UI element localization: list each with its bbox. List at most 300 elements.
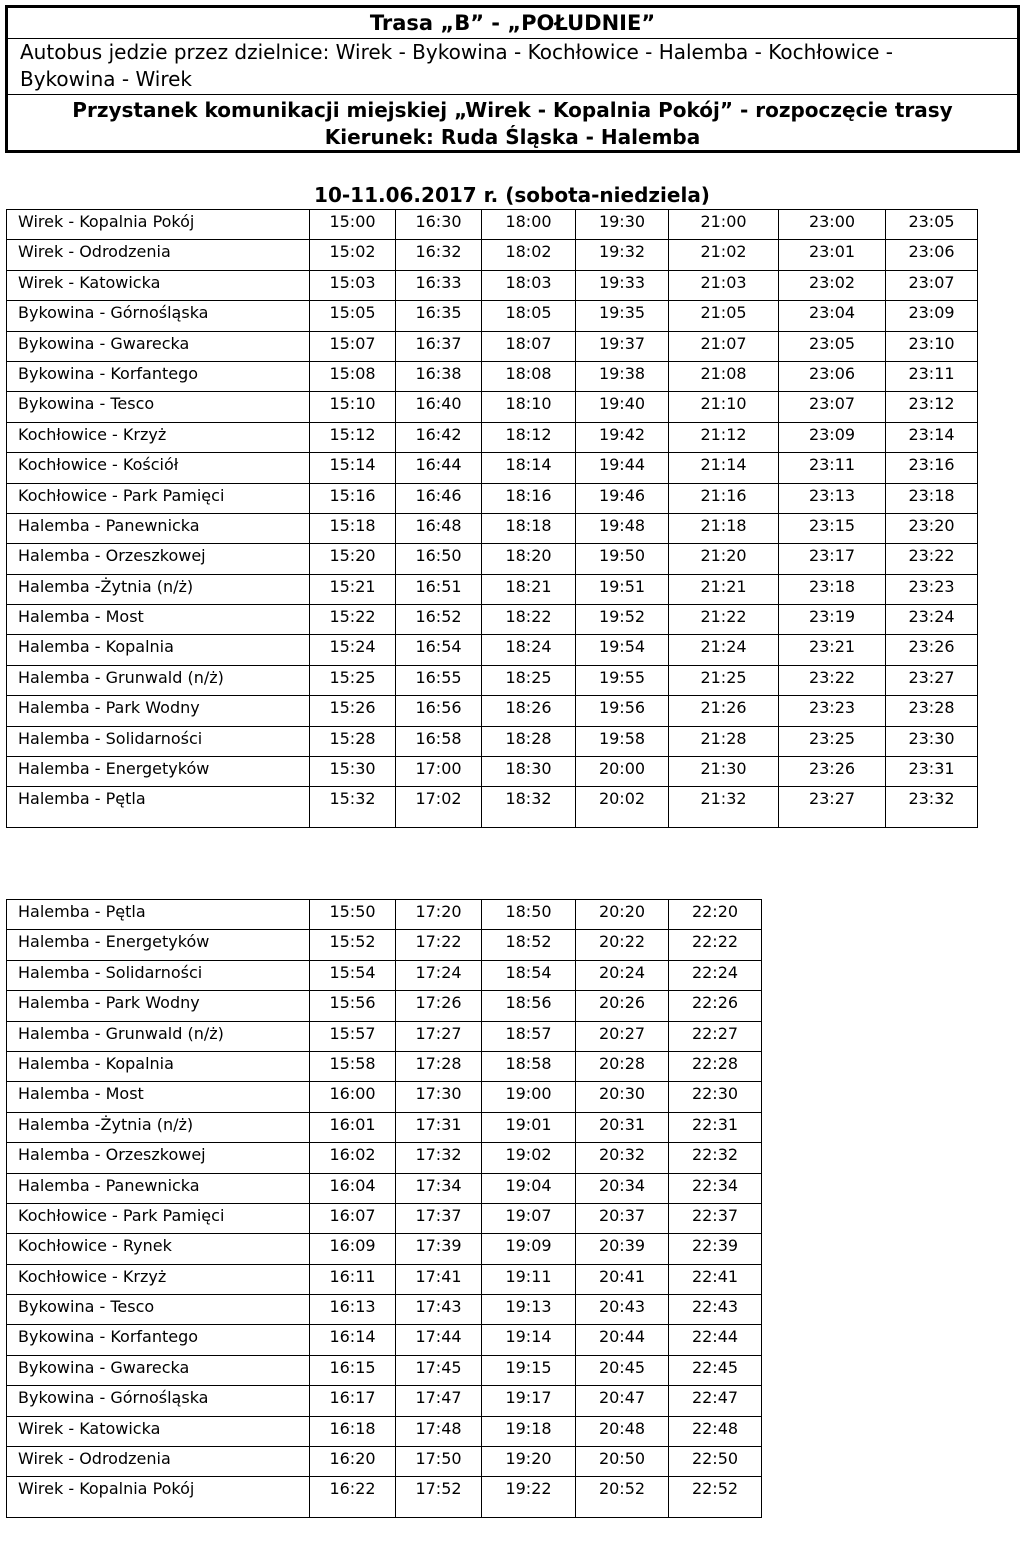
departure-time-cell: 22:44 bbox=[669, 1325, 762, 1355]
table-row bbox=[7, 930, 762, 960]
departure-time-cell: 20:27 bbox=[576, 1021, 669, 1051]
table-row bbox=[7, 331, 978, 361]
departure-time-cell: 17:45 bbox=[396, 1355, 482, 1385]
departure-time-cell: 19:33 bbox=[576, 270, 669, 300]
departure-time-cell: 15:22 bbox=[310, 605, 396, 635]
departure-time-cell: 22:24 bbox=[669, 960, 762, 990]
departure-time-cell: 23:06 bbox=[886, 240, 978, 270]
table-row bbox=[7, 605, 978, 635]
departure-time-cell: 18:32 bbox=[482, 787, 576, 828]
departure-time-cell: 19:20 bbox=[482, 1447, 576, 1477]
departure-time-cell: 20:44 bbox=[576, 1325, 669, 1355]
departure-time-cell: 22:32 bbox=[669, 1143, 762, 1173]
departure-time-cell: 19:15 bbox=[482, 1355, 576, 1385]
departure-time-cell: 21:32 bbox=[669, 787, 779, 828]
departure-time-cell: 17:32 bbox=[396, 1143, 482, 1173]
departure-time-cell: 16:42 bbox=[396, 422, 482, 452]
stop-name-cell: Bykowina - Korfantego bbox=[7, 1325, 310, 1355]
route-direction: Kierunek: Ruda Śląska - Halemba bbox=[324, 125, 701, 149]
table-row bbox=[7, 513, 978, 543]
departure-time-cell: 22:45 bbox=[669, 1355, 762, 1385]
departure-time-cell: 19:56 bbox=[576, 696, 669, 726]
departure-time-cell: 15:52 bbox=[310, 930, 396, 960]
departure-time-cell: 20:48 bbox=[576, 1416, 669, 1446]
departure-time-cell: 19:50 bbox=[576, 544, 669, 574]
departure-time-cell: 23:18 bbox=[779, 574, 886, 604]
departure-time-cell: 23:27 bbox=[886, 665, 978, 695]
departure-time-cell: 16:32 bbox=[396, 240, 482, 270]
departure-time-cell: 18:28 bbox=[482, 726, 576, 756]
departure-time-cell: 18:30 bbox=[482, 757, 576, 787]
departure-time-cell: 22:48 bbox=[669, 1416, 762, 1446]
departure-time-cell: 23:12 bbox=[886, 392, 978, 422]
departure-time-cell: 19:51 bbox=[576, 574, 669, 604]
departure-time-cell: 18:12 bbox=[482, 422, 576, 452]
route-title: Trasa „B” - „POŁUDNIE” bbox=[8, 8, 1017, 39]
stop-name-cell: Halemba - Energetyków bbox=[7, 757, 310, 787]
departure-time-cell: 23:18 bbox=[886, 483, 978, 513]
departure-time-cell: 17:37 bbox=[396, 1203, 482, 1233]
departure-time-cell: 16:22 bbox=[310, 1477, 396, 1518]
departure-time-cell: 23:23 bbox=[886, 574, 978, 604]
departure-time-cell: 16:56 bbox=[396, 696, 482, 726]
stop-name-cell: Halemba - Park Wodny bbox=[7, 696, 310, 726]
departure-time-cell: 21:08 bbox=[669, 361, 779, 391]
departure-time-cell: 22:39 bbox=[669, 1234, 762, 1264]
departure-time-cell: 19:30 bbox=[576, 210, 669, 240]
departure-time-cell: 22:52 bbox=[669, 1477, 762, 1518]
departure-time-cell: 20:22 bbox=[576, 930, 669, 960]
departure-time-cell: 20:00 bbox=[576, 757, 669, 787]
stop-name-cell: Halemba - Orzeszkowej bbox=[7, 1143, 310, 1173]
departure-time-cell: 18:57 bbox=[482, 1021, 576, 1051]
departure-time-cell: 16:35 bbox=[396, 301, 482, 331]
departure-time-cell: 20:20 bbox=[576, 900, 669, 930]
departure-time-cell: 16:13 bbox=[310, 1295, 396, 1325]
departure-time-cell: 21:10 bbox=[669, 392, 779, 422]
departure-time-cell: 16:51 bbox=[396, 574, 482, 604]
departure-time-cell: 16:00 bbox=[310, 1082, 396, 1112]
departure-time-cell: 21:05 bbox=[669, 301, 779, 331]
timetable-return-body bbox=[7, 900, 762, 1518]
departure-time-cell: 23:04 bbox=[779, 301, 886, 331]
table-row bbox=[7, 1203, 762, 1233]
departure-time-cell: 21:30 bbox=[669, 757, 779, 787]
table-row bbox=[7, 1295, 762, 1325]
departure-time-cell: 16:17 bbox=[310, 1386, 396, 1416]
departure-time-cell: 15:25 bbox=[310, 665, 396, 695]
stop-name-cell: Bykowina - Korfantego bbox=[7, 361, 310, 391]
departure-time-cell: 16:46 bbox=[396, 483, 482, 513]
table-row bbox=[7, 1416, 762, 1446]
table-row bbox=[7, 1112, 762, 1142]
departure-time-cell: 22:43 bbox=[669, 1295, 762, 1325]
departure-time-cell: 19:14 bbox=[482, 1325, 576, 1355]
departure-time-cell: 16:07 bbox=[310, 1203, 396, 1233]
departure-time-cell: 17:22 bbox=[396, 930, 482, 960]
table-row bbox=[7, 422, 978, 452]
departure-time-cell: 23:00 bbox=[779, 210, 886, 240]
stop-name-cell: Wirek - Katowicka bbox=[7, 270, 310, 300]
departure-time-cell: 23:31 bbox=[886, 757, 978, 787]
timetable-return bbox=[6, 899, 762, 1518]
stop-name-cell: Wirek - Katowicka bbox=[7, 1416, 310, 1446]
departure-time-cell: 23:32 bbox=[886, 787, 978, 828]
departure-time-cell: 19:22 bbox=[482, 1477, 576, 1518]
table-row bbox=[7, 757, 978, 787]
departure-time-cell: 23:30 bbox=[886, 726, 978, 756]
departure-time-cell: 17:31 bbox=[396, 1112, 482, 1142]
departure-time-cell: 15:05 bbox=[310, 301, 396, 331]
departure-time-cell: 15:30 bbox=[310, 757, 396, 787]
departure-time-cell: 15:57 bbox=[310, 1021, 396, 1051]
departure-time-cell: 19:04 bbox=[482, 1173, 576, 1203]
stop-name-cell: Wirek - Odrodzenia bbox=[7, 1447, 310, 1477]
departure-time-cell: 16:44 bbox=[396, 453, 482, 483]
table-row bbox=[7, 1264, 762, 1294]
stop-name-cell: Kochłowice - Rynek bbox=[7, 1234, 310, 1264]
stop-name-cell: Halemba - Energetyków bbox=[7, 930, 310, 960]
departure-time-cell: 23:26 bbox=[779, 757, 886, 787]
departure-time-cell: 20:47 bbox=[576, 1386, 669, 1416]
departure-time-cell: 18:10 bbox=[482, 392, 576, 422]
departure-time-cell: 21:22 bbox=[669, 605, 779, 635]
stop-name-cell: Halemba - Grunwald (n/ż) bbox=[7, 1021, 310, 1051]
departure-time-cell: 18:50 bbox=[482, 900, 576, 930]
departure-time-cell: 22:34 bbox=[669, 1173, 762, 1203]
stop-name-cell: Kochłowice - Park Pamięci bbox=[7, 1203, 310, 1233]
departure-time-cell: 19:32 bbox=[576, 240, 669, 270]
stop-name-cell: Halemba -Żytnia (n/ż) bbox=[7, 574, 310, 604]
stop-name-cell: Bykowina - Górnośląska bbox=[7, 301, 310, 331]
departure-time-cell: 21:03 bbox=[669, 270, 779, 300]
departure-time-cell: 23:16 bbox=[886, 453, 978, 483]
departure-time-cell: 15:28 bbox=[310, 726, 396, 756]
departure-time-cell: 18:03 bbox=[482, 270, 576, 300]
departure-time-cell: 19:18 bbox=[482, 1416, 576, 1446]
departure-time-cell: 23:13 bbox=[779, 483, 886, 513]
departure-time-cell: 15:02 bbox=[310, 240, 396, 270]
departure-time-cell: 18:16 bbox=[482, 483, 576, 513]
departure-time-cell: 23:19 bbox=[779, 605, 886, 635]
departure-time-cell: 20:02 bbox=[576, 787, 669, 828]
departure-time-cell: 19:46 bbox=[576, 483, 669, 513]
departure-time-cell: 16:54 bbox=[396, 635, 482, 665]
table-row bbox=[7, 1051, 762, 1081]
departure-time-cell: 16:48 bbox=[396, 513, 482, 543]
departure-time-cell: 15:50 bbox=[310, 900, 396, 930]
stop-name-cell: Halemba - Most bbox=[7, 1082, 310, 1112]
timetable-outbound bbox=[6, 209, 978, 828]
departure-time-cell: 21:18 bbox=[669, 513, 779, 543]
stop-name-cell: Wirek - Odrodzenia bbox=[7, 240, 310, 270]
departure-time-cell: 23:09 bbox=[886, 301, 978, 331]
departure-time-cell: 22:47 bbox=[669, 1386, 762, 1416]
departure-time-cell: 18:05 bbox=[482, 301, 576, 331]
departure-time-cell: 17:00 bbox=[396, 757, 482, 787]
departure-time-cell: 15:20 bbox=[310, 544, 396, 574]
departure-time-cell: 23:02 bbox=[779, 270, 886, 300]
stop-name-cell: Wirek - Kopalnia Pokój bbox=[7, 210, 310, 240]
departure-time-cell: 16:33 bbox=[396, 270, 482, 300]
departure-time-cell: 19:00 bbox=[482, 1082, 576, 1112]
departure-time-cell: 16:15 bbox=[310, 1355, 396, 1385]
departure-time-cell: 15:32 bbox=[310, 787, 396, 828]
table-row bbox=[7, 544, 978, 574]
departure-time-cell: 21:12 bbox=[669, 422, 779, 452]
table-row bbox=[7, 1355, 762, 1385]
departure-time-cell: 23:26 bbox=[886, 635, 978, 665]
departure-time-cell: 16:30 bbox=[396, 210, 482, 240]
table-row bbox=[7, 787, 978, 828]
departure-time-cell: 19:37 bbox=[576, 331, 669, 361]
departure-time-cell: 17:47 bbox=[396, 1386, 482, 1416]
stop-name-cell: Bykowina - Tesco bbox=[7, 392, 310, 422]
departure-time-cell: 17:26 bbox=[396, 991, 482, 1021]
table-row bbox=[7, 270, 978, 300]
stop-name-cell: Kochłowice - Park Pamięci bbox=[7, 483, 310, 513]
departure-time-cell: 20:34 bbox=[576, 1173, 669, 1203]
table-row bbox=[7, 635, 978, 665]
stop-name-cell: Halemba - Panewnicka bbox=[7, 513, 310, 543]
table-row bbox=[7, 1234, 762, 1264]
departure-time-cell: 15:54 bbox=[310, 960, 396, 990]
stop-name-cell: Halemba - Orzeszkowej bbox=[7, 544, 310, 574]
departure-time-cell: 21:07 bbox=[669, 331, 779, 361]
departure-time-cell: 19:01 bbox=[482, 1112, 576, 1142]
departure-time-cell: 18:08 bbox=[482, 361, 576, 391]
departure-time-cell: 18:14 bbox=[482, 453, 576, 483]
departure-time-cell: 22:22 bbox=[669, 930, 762, 960]
stop-name-cell: Halemba - Pętla bbox=[7, 787, 310, 828]
departure-time-cell: 18:21 bbox=[482, 574, 576, 604]
departure-time-cell: 18:54 bbox=[482, 960, 576, 990]
departure-time-cell: 23:10 bbox=[886, 331, 978, 361]
departure-time-cell: 16:58 bbox=[396, 726, 482, 756]
table-row bbox=[7, 1447, 762, 1477]
departure-time-cell: 16:09 bbox=[310, 1234, 396, 1264]
departure-time-cell: 18:20 bbox=[482, 544, 576, 574]
stop-name-cell: Halemba - Solidarności bbox=[7, 726, 310, 756]
departure-time-cell: 15:58 bbox=[310, 1051, 396, 1081]
departure-time-cell: 19:42 bbox=[576, 422, 669, 452]
departure-time-cell: 20:45 bbox=[576, 1355, 669, 1385]
departure-time-cell: 16:14 bbox=[310, 1325, 396, 1355]
route-districts-line-2: Bykowina - Wirek bbox=[20, 67, 193, 91]
table-row bbox=[7, 301, 978, 331]
departure-time-cell: 18:24 bbox=[482, 635, 576, 665]
stop-name-cell: Kochłowice - Krzyż bbox=[7, 422, 310, 452]
departure-time-cell: 16:40 bbox=[396, 392, 482, 422]
departure-time-cell: 17:43 bbox=[396, 1295, 482, 1325]
departure-time-cell: 17:41 bbox=[396, 1264, 482, 1294]
departure-time-cell: 18:22 bbox=[482, 605, 576, 635]
departure-time-cell: 16:20 bbox=[310, 1447, 396, 1477]
stop-name-cell: Halemba -Żytnia (n/ż) bbox=[7, 1112, 310, 1142]
departure-time-cell: 22:28 bbox=[669, 1051, 762, 1081]
table-row bbox=[7, 392, 978, 422]
table-row bbox=[7, 1386, 762, 1416]
departure-time-cell: 20:31 bbox=[576, 1112, 669, 1142]
departure-time-cell: 20:24 bbox=[576, 960, 669, 990]
departure-time-cell: 23:07 bbox=[886, 270, 978, 300]
departure-time-cell: 19:02 bbox=[482, 1143, 576, 1173]
departure-time-cell: 22:27 bbox=[669, 1021, 762, 1051]
departure-time-cell: 19:52 bbox=[576, 605, 669, 635]
departure-time-cell: 21:00 bbox=[669, 210, 779, 240]
departure-time-cell: 23:11 bbox=[886, 361, 978, 391]
departure-time-cell: 20:39 bbox=[576, 1234, 669, 1264]
departure-time-cell: 23:06 bbox=[779, 361, 886, 391]
departure-time-cell: 23:23 bbox=[779, 696, 886, 726]
departure-time-cell: 23:01 bbox=[779, 240, 886, 270]
departure-time-cell: 16:01 bbox=[310, 1112, 396, 1142]
departure-time-cell: 19:17 bbox=[482, 1386, 576, 1416]
departure-time-cell: 23:05 bbox=[886, 210, 978, 240]
stop-name-cell: Bykowina - Gwarecka bbox=[7, 1355, 310, 1385]
departure-time-cell: 16:37 bbox=[396, 331, 482, 361]
departure-time-cell: 16:18 bbox=[310, 1416, 396, 1446]
stop-name-cell: Kochłowice - Krzyż bbox=[7, 1264, 310, 1294]
departure-time-cell: 17:48 bbox=[396, 1416, 482, 1446]
table-row bbox=[7, 361, 978, 391]
departure-time-cell: 15:03 bbox=[310, 270, 396, 300]
departure-time-cell: 17:20 bbox=[396, 900, 482, 930]
table-row bbox=[7, 1173, 762, 1203]
departure-time-cell: 19:35 bbox=[576, 301, 669, 331]
departure-time-cell: 17:30 bbox=[396, 1082, 482, 1112]
departure-time-cell: 18:02 bbox=[482, 240, 576, 270]
departure-time-cell: 15:10 bbox=[310, 392, 396, 422]
table-row bbox=[7, 1325, 762, 1355]
stop-name-cell: Bykowina - Górnośląska bbox=[7, 1386, 310, 1416]
stop-name-cell: Bykowina - Gwarecka bbox=[7, 331, 310, 361]
departure-time-cell: 23:24 bbox=[886, 605, 978, 635]
departure-time-cell: 18:56 bbox=[482, 991, 576, 1021]
departure-time-cell: 19:11 bbox=[482, 1264, 576, 1294]
departure-time-cell: 18:18 bbox=[482, 513, 576, 543]
departure-time-cell: 23:22 bbox=[886, 544, 978, 574]
timetable-outbound-body bbox=[7, 210, 978, 828]
departure-time-cell: 20:32 bbox=[576, 1143, 669, 1173]
departure-time-cell: 15:21 bbox=[310, 574, 396, 604]
table-row bbox=[7, 1477, 762, 1518]
departure-time-cell: 15:12 bbox=[310, 422, 396, 452]
departure-time-cell: 19:48 bbox=[576, 513, 669, 543]
stop-name-cell: Halemba - Kopalnia bbox=[7, 1051, 310, 1081]
departure-time-cell: 21:24 bbox=[669, 635, 779, 665]
departure-time-cell: 17:50 bbox=[396, 1447, 482, 1477]
departure-time-cell: 20:50 bbox=[576, 1447, 669, 1477]
departure-time-cell: 19:09 bbox=[482, 1234, 576, 1264]
departure-time-cell: 23:22 bbox=[779, 665, 886, 695]
table-row bbox=[7, 240, 978, 270]
table-row bbox=[7, 210, 978, 240]
stop-name-cell: Kochłowice - Kościół bbox=[7, 453, 310, 483]
departure-time-cell: 15:56 bbox=[310, 991, 396, 1021]
departure-time-cell: 17:44 bbox=[396, 1325, 482, 1355]
departure-time-cell: 20:28 bbox=[576, 1051, 669, 1081]
departure-time-cell: 15:14 bbox=[310, 453, 396, 483]
departure-time-cell: 19:13 bbox=[482, 1295, 576, 1325]
departure-time-cell: 20:43 bbox=[576, 1295, 669, 1325]
stop-name-cell: Halemba - Solidarności bbox=[7, 960, 310, 990]
departure-time-cell: 16:55 bbox=[396, 665, 482, 695]
departure-time-cell: 19:38 bbox=[576, 361, 669, 391]
table-row bbox=[7, 991, 762, 1021]
stop-name-cell: Halemba - Pętla bbox=[7, 900, 310, 930]
departure-time-cell: 19:44 bbox=[576, 453, 669, 483]
departure-time-cell: 21:26 bbox=[669, 696, 779, 726]
table-row bbox=[7, 453, 978, 483]
departure-time-cell: 22:41 bbox=[669, 1264, 762, 1294]
departure-time-cell: 16:50 bbox=[396, 544, 482, 574]
departure-time-cell: 17:02 bbox=[396, 787, 482, 828]
departure-time-cell: 23:25 bbox=[779, 726, 886, 756]
departure-time-cell: 22:30 bbox=[669, 1082, 762, 1112]
departure-time-cell: 19:54 bbox=[576, 635, 669, 665]
departure-time-cell: 17:27 bbox=[396, 1021, 482, 1051]
departure-time-cell: 17:34 bbox=[396, 1173, 482, 1203]
departure-time-cell: 20:41 bbox=[576, 1264, 669, 1294]
stop-name-cell: Wirek - Kopalnia Pokój bbox=[7, 1477, 310, 1518]
stop-name-cell: Bykowina - Tesco bbox=[7, 1295, 310, 1325]
route-start-stop-line-1: Przystanek komunikacji miejskiej „Wirek - Kopalnia Pokój” - rozpoczęcie trasy bbox=[72, 98, 953, 122]
table-row bbox=[7, 483, 978, 513]
departure-time-cell: 21:14 bbox=[669, 453, 779, 483]
departure-time-cell: 16:04 bbox=[310, 1173, 396, 1203]
departure-time-cell: 15:18 bbox=[310, 513, 396, 543]
table-row bbox=[7, 726, 978, 756]
departure-time-cell: 23:14 bbox=[886, 422, 978, 452]
departure-time-cell: 23:09 bbox=[779, 422, 886, 452]
departure-time-cell: 17:28 bbox=[396, 1051, 482, 1081]
table-row bbox=[7, 696, 978, 726]
stop-name-cell: Halemba - Most bbox=[7, 605, 310, 635]
departure-time-cell: 23:27 bbox=[779, 787, 886, 828]
stop-name-cell: Halemba - Grunwald (n/ż) bbox=[7, 665, 310, 695]
table-row bbox=[7, 1021, 762, 1051]
departure-time-cell: 15:08 bbox=[310, 361, 396, 391]
table-row bbox=[7, 1143, 762, 1173]
departure-time-cell: 18:00 bbox=[482, 210, 576, 240]
departure-time-cell: 17:52 bbox=[396, 1477, 482, 1518]
departure-time-cell: 18:52 bbox=[482, 930, 576, 960]
departure-time-cell: 23:05 bbox=[779, 331, 886, 361]
route-districts-line-1: Autobus jedzie przez dzielnice: Wirek - Bykowina - Kochłowice - Halemba - Kochłowice - bbox=[20, 40, 893, 64]
departure-time-cell: 21:20 bbox=[669, 544, 779, 574]
departure-time-cell: 22:37 bbox=[669, 1203, 762, 1233]
departure-time-cell: 16:38 bbox=[396, 361, 482, 391]
departure-time-cell: 18:26 bbox=[482, 696, 576, 726]
stop-name-cell: Halemba - Park Wodny bbox=[7, 991, 310, 1021]
departure-time-cell: 21:21 bbox=[669, 574, 779, 604]
route-start-stop bbox=[8, 95, 1017, 151]
departure-time-cell: 22:20 bbox=[669, 900, 762, 930]
departure-time-cell: 16:52 bbox=[396, 605, 482, 635]
departure-time-cell: 23:15 bbox=[779, 513, 886, 543]
table-row bbox=[7, 900, 762, 930]
departure-time-cell: 15:26 bbox=[310, 696, 396, 726]
route-districts bbox=[8, 39, 1017, 95]
stop-name-cell: Halemba - Kopalnia bbox=[7, 635, 310, 665]
departure-time-cell: 20:26 bbox=[576, 991, 669, 1021]
departure-time-cell: 16:02 bbox=[310, 1143, 396, 1173]
departure-time-cell: 18:58 bbox=[482, 1051, 576, 1081]
table-row bbox=[7, 960, 762, 990]
departure-time-cell: 16:11 bbox=[310, 1264, 396, 1294]
departure-time-cell: 19:55 bbox=[576, 665, 669, 695]
